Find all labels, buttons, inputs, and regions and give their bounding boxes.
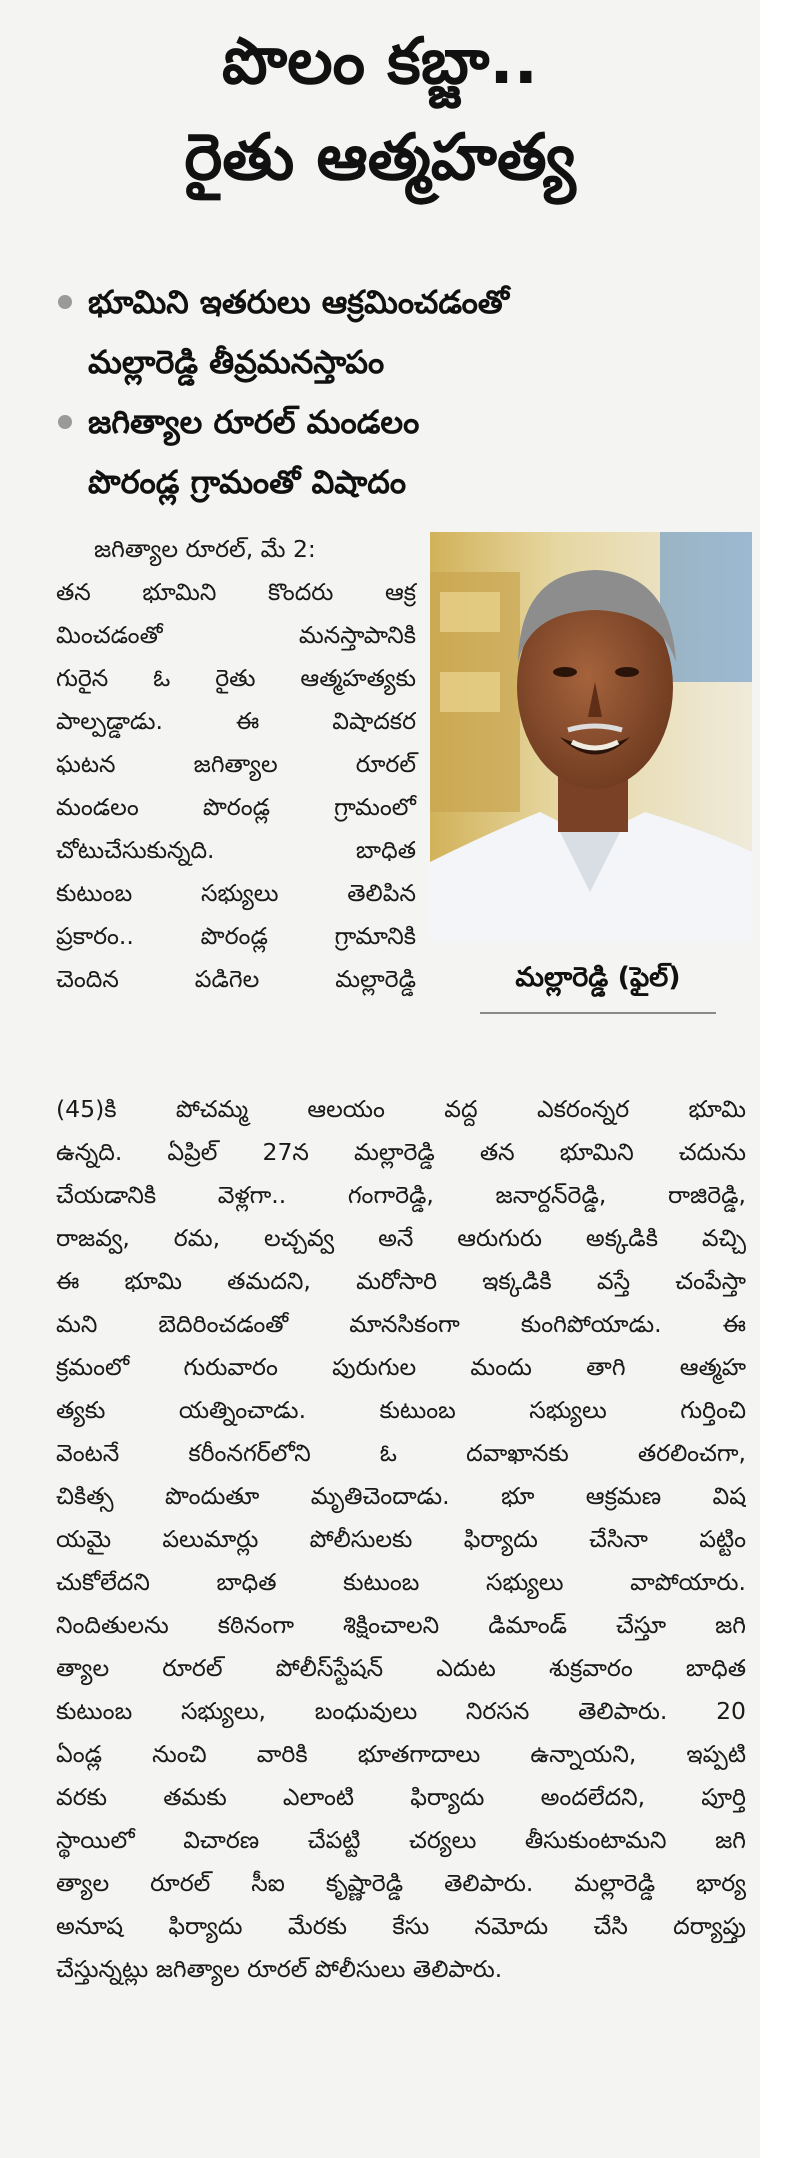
body-line: చుకోలేదని బాధిత కుటుంబ సభ్యులు వాపోయారు. — [56, 1568, 746, 1596]
body-line: చేస్తున్నట్లు జగిత్యాల రూరల్ పోలీసులు తెలిపారు. — [56, 1955, 503, 1983]
body-line: ప్రకారం.. పొరండ్ల గ్రామానికి — [56, 922, 416, 950]
article-body-full — [56, 1088, 746, 1991]
body-line: ఈ భూమి తమదని, మరోసారి ఇక్కడికి వస్తే చంపేస్తా — [56, 1267, 746, 1295]
page-margin — [760, 0, 800, 2158]
headline-line-1: పొలం కబ్జా.. — [222, 25, 538, 99]
body-line: మని బెదిరించడంతో మానసికంగా కుంగిపోయాడు. ఈ — [56, 1310, 746, 1338]
body-line: స్థాయిలో విచారణ చేపట్టి చర్యలు తీసుకుంటామని జగి — [56, 1826, 746, 1854]
body-line: అనూష ఫిర్యాదు మేరకు కేసు నమోదు చేసి దర్యాప్తు — [56, 1912, 746, 1940]
body-line: చికిత్స పొందుతూ మృతిచెందాడు. భూ ఆక్రమణ విష — [56, 1482, 746, 1510]
body-line: కుటుంబ సభ్యులు తెలిపిన — [56, 879, 416, 907]
body-line: ఉన్నది. ఏప్రిల్ 27న మల్లారెడ్డి తన భూమిని చదును — [56, 1138, 746, 1166]
portrait-image — [430, 532, 752, 940]
body-line: మించడంతో మనస్తాపానికి — [56, 621, 416, 649]
body-line: త్యాల రూరల్ పోలీస్‌స్టేషన్ ఎదుట శుక్రవారం బాధిత — [56, 1654, 746, 1682]
body-line: గురైన ఓ రైతు ఆత్మహత్యకు — [56, 664, 416, 692]
body-line: ఏండ్ల నుంచి వారికి భూతగాదాలు ఉన్నాయని, ఇప్పటి — [56, 1740, 746, 1768]
bullet-line: పొరండ్ల గ్రామంతో విషాదం — [88, 463, 407, 501]
body-line: పాల్పడ్డాడు. ఈ విషాదకర — [56, 707, 416, 735]
body-line: త్యాల రూరల్ సీఐ కృష్ణారెడ్డి తెలిపారు. మల్లారెడ్డి భార్య — [56, 1869, 746, 1897]
body-line: వెంటనే కరీంనగర్‌లోని ఓ దవాఖానకు తరలించగా, — [56, 1439, 746, 1467]
body-line: త్యకు యత్నించాడు. కుటుంబ సభ్యులు గుర్తించి — [56, 1396, 746, 1424]
bullet-line: భూమిని ఇతరులు ఆక్రమించడంతో — [88, 283, 510, 321]
body-line: చెందిన పడిగెల మల్లారెడ్డి — [56, 965, 416, 993]
article-body-narrow — [56, 528, 416, 1001]
body-line: రాజవ్వ, రమ, లచ్చవ్వ అనే ఆరుగురు అక్కడికి వచ్చి — [56, 1224, 746, 1252]
bullet-dot-icon — [58, 295, 72, 309]
highlight-bullets — [52, 272, 742, 512]
caption-divider — [480, 1012, 716, 1014]
body-line: కుటుంబ సభ్యులు, బంధువులు నిరసన తెలిపారు. 20 — [56, 1697, 746, 1725]
body-line: క్రమంలో గురువారం పురుగుల మందు తాగి ఆత్మహ — [56, 1353, 746, 1381]
bullet-line: మల్లారెడ్డి తీవ్రమనస్తాపం — [88, 343, 385, 381]
body-line: వరకు తమకు ఎలాంటి ఫిర్యాదు అందలేదని, పూర్తి — [56, 1783, 746, 1811]
body-line: చేయడానికి వెళ్లగా.. గంగారెడ్డి, జనార్దన్‌రెడ్డి, రాజిరెడ్డి, — [56, 1181, 746, 1209]
body-line: మండలం పొరండ్ల గ్రామంలో — [56, 793, 416, 821]
photo-caption: మల్లారెడ్డి (ఫైల్) — [515, 962, 681, 993]
bullet-line: జగిత్యాల రూరల్ మండలం — [88, 403, 420, 441]
body-line: చోటుచేసుకున్నది. బాధిత — [56, 836, 416, 864]
body-line: (45)కి పోచమ్మ ఆలయం వద్ద ఎకరంన్నర భూమి — [56, 1095, 746, 1123]
body-line: యమై పలుమార్లు పోలీసులకు ఫిర్యాదు చేసినా పట్టిం — [56, 1525, 746, 1553]
bullet-point — [52, 392, 742, 512]
headline-line-2: రైతు ఆత్మహత్య — [184, 121, 576, 195]
body-line: ఘటన జగిత్యాల రూరల్ — [56, 750, 416, 778]
body-line: తన భూమిని కొందరు ఆక్ర — [56, 578, 416, 606]
body-line: నిందితులను కఠినంగా శిక్షించాలని డిమాండ్ చేస్తూ జగి — [56, 1611, 746, 1639]
headline — [0, 14, 760, 206]
bullet-point — [52, 272, 742, 392]
farmer-photo — [430, 532, 752, 940]
bullet-dot-icon — [58, 415, 72, 429]
body-line: జగిత్యాల రూరల్, మే 2: — [94, 535, 316, 563]
